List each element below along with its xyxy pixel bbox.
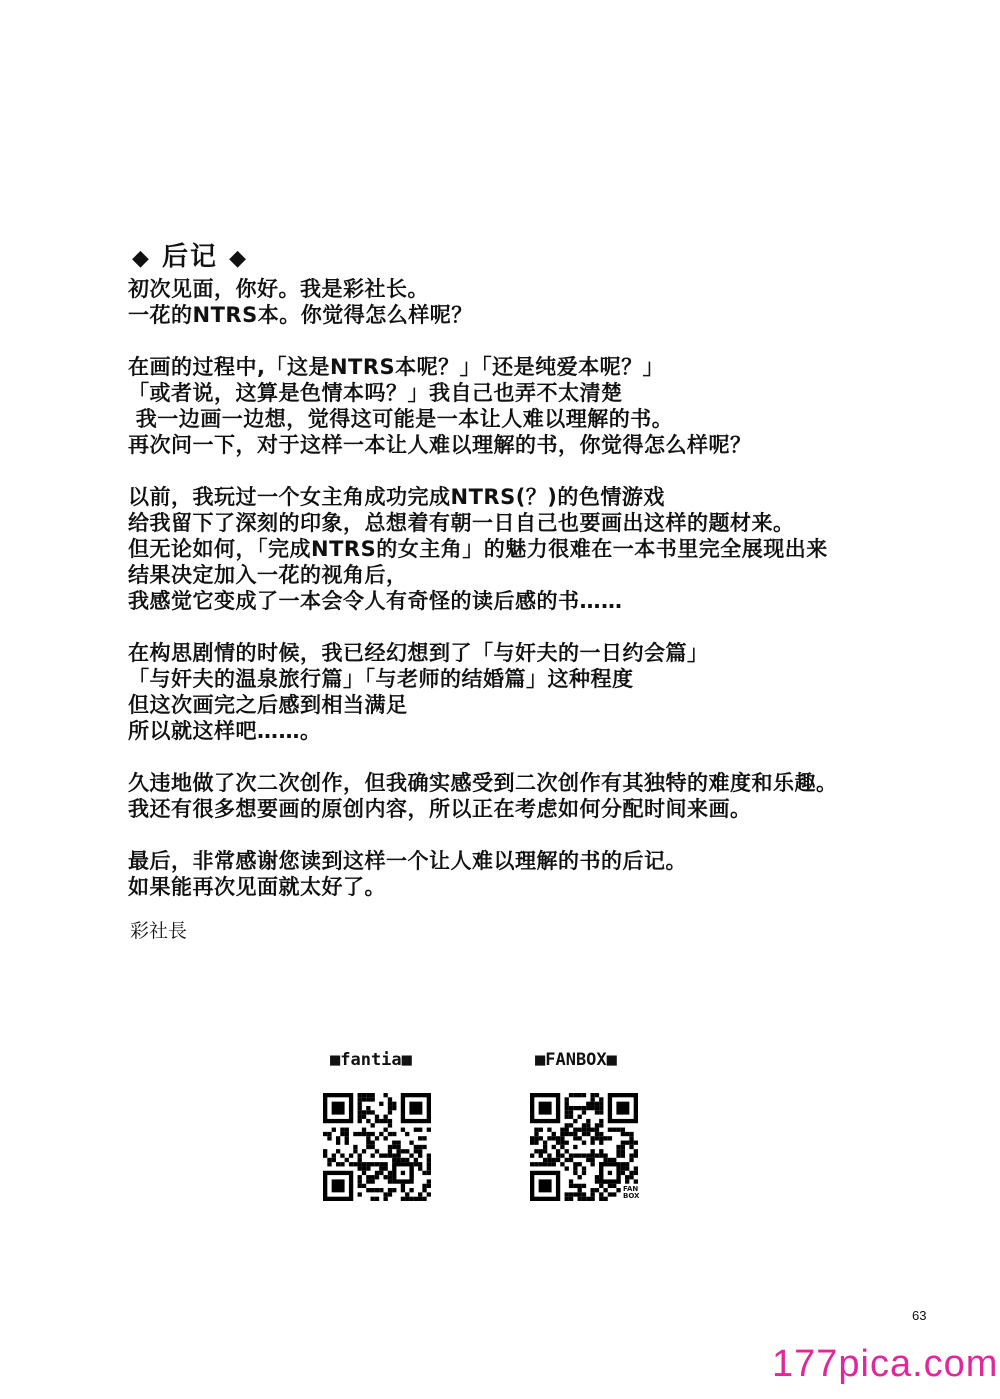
diamond-icon: ◆: [229, 246, 248, 271]
text-line: 我还有很多想要画的原创内容，所以正在考虑如何分配时间来画。: [128, 797, 752, 821]
paragraph: [128, 848, 928, 900]
text-line: 「或者说，这算是色情本吗？」我自己也弄不太清楚: [128, 381, 623, 405]
fanbox-tag: [623, 1186, 639, 1200]
text-line: 再次问一下，对于这样一本让人难以理解的书，你觉得怎么样呢？: [128, 433, 752, 457]
afterword-body: [128, 276, 928, 926]
text-line: 但这次画完之后感到相当满足: [128, 693, 408, 717]
fanbox-tag-line1: FAN: [623, 1185, 639, 1193]
text-line: 最后，非常感谢您读到这样一个让人难以理解的书的后记。: [128, 849, 687, 873]
paragraph: [128, 354, 928, 458]
fantia-qr-code[interactable]: [323, 1093, 431, 1201]
text-line: 「与奸夫的温泉旅行篇」「与老师的结婚篇」这种程度: [128, 667, 634, 691]
text-line: 但无论如何，「完成NTRS的女主角」的魅力很难在一本书里完全展现出来: [128, 537, 828, 561]
fanbox-qr-code[interactable]: [530, 1093, 638, 1201]
text-line: 我一边画一边想，觉得这可能是一本让人难以理解的书。: [128, 407, 674, 431]
paragraph: [128, 770, 928, 822]
author-signature: 彩社長: [130, 920, 188, 942]
paragraph: [128, 640, 928, 744]
text-line: 在画的过程中,「这是NTRS本呢？」「还是纯爱本呢？」: [128, 355, 665, 379]
diamond-icon: ◆: [132, 246, 151, 271]
fanbox-tag-line2: BOX: [623, 1192, 640, 1200]
text-line: 给我留下了深刻的印象，总想着有朝一日自己也要画出这样的题材来。: [128, 511, 795, 535]
paragraph: [128, 484, 928, 614]
page-number: 63: [912, 1308, 927, 1323]
site-watermark: 177pica.com: [772, 1343, 999, 1385]
afterword-title: 后记: [161, 242, 218, 272]
text-line: 如果能再次见面就太好了。: [128, 875, 386, 899]
text-line: 以前，我玩过一个女主角成功完成NTRS(？)的色情游戏: [128, 485, 665, 509]
text-line: 结果决定加入一花的视角后，: [128, 563, 408, 587]
text-line: 久违地做了次二次创作，但我确实感受到二次创作有其独特的难度和乐趣。: [128, 771, 838, 795]
text-line: 初次见面，你好。我是彩社长。: [128, 277, 429, 301]
paragraph: [128, 276, 928, 328]
fantia-label: ■fantia■: [330, 1050, 412, 1070]
text-line: 一花的NTRS本。你觉得怎么样呢？: [128, 303, 473, 327]
afterword-heading: [132, 236, 248, 273]
text-line: 所以就这样吧……。: [128, 719, 322, 743]
text-line: 在构思剧情的时候，我已经幻想到了「与奸夫的一日约会篇」: [128, 641, 709, 665]
fanbox-label: ■FANBOX■: [535, 1050, 617, 1070]
text-line: 我感觉它变成了一本会令人有奇怪的读后感的书……: [128, 589, 623, 613]
